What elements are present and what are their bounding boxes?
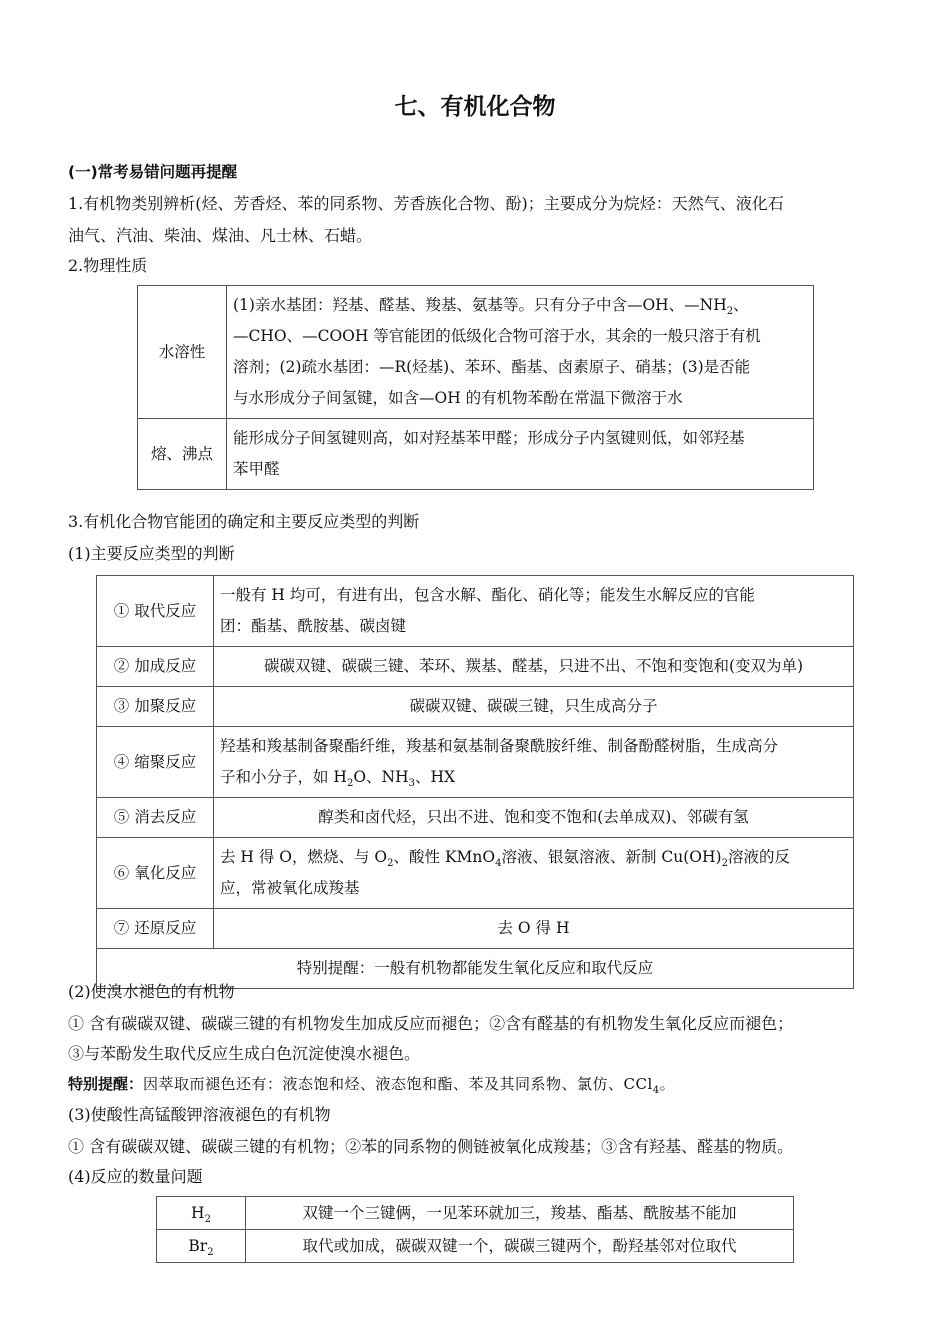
reaction-content: 碳碳双键、碳碳三键，只生成高分子 [214, 687, 854, 727]
table-row [157, 1197, 794, 1230]
reagent-rule: 取代或加成，碳碳双键一个，碳碳三键两个，酚羟基邻对位取代 [246, 1230, 794, 1263]
sub3-line1: ① 含有碳碳双键、碳碳三键的有机物；②苯的同系物的侧链被氧化成羧基；③含有羟基、醛基的物质。 [68, 1137, 794, 1156]
table-row [157, 1230, 794, 1263]
physical-properties-table [137, 285, 814, 490]
reaction-types-table [96, 575, 854, 989]
table-note: 特别提醒：一般有机物都能发生氧化反应和取代反应 [97, 949, 854, 989]
reagent-rule: 双键一个三键俩，一见苯环就加三，羧基、酯基、酰胺基不能加 [246, 1197, 794, 1230]
reaction-content: 碳碳双键、碳碳三键、苯环、羰基、醛基，只进不出、不饱和变饱和(变双为单) [214, 647, 854, 687]
item3-subheading: (1)主要反应类型的判断 [68, 544, 235, 563]
reaction-label: ① 取代反应 [97, 576, 214, 647]
note-text: 因萃取而褪色还有：液态饱和烃、液态饱和酯、苯及其同系物、氯仿、CCl$_4$。 [143, 1075, 676, 1096]
item2-heading: 2.物理性质 [68, 256, 148, 275]
item1-line1: 1.有机物类别辨析(烃、芳香烃、苯的同系物、芳香族化合物、酚)；主要成分为烷烃：天然气、液化石 [68, 194, 784, 213]
table-row [97, 727, 854, 798]
reagent-label: $Br_2$ [157, 1230, 246, 1263]
reaction-quantity-table [156, 1196, 794, 1263]
item3-heading: 3.有机化合物官能团的确定和主要反应类型的判断 [68, 512, 420, 531]
reaction-content: 一般有 H 均可，有进有出，包含水解、酯化、硝化等；能发生水解反应的官能 团：酯基、酰胺基、碳卤键 [214, 576, 854, 647]
row-content: (1)亲水基团：羟基、醛基、羧基、氨基等。只有分子中含—OH、$—NH_2$、 —CHO、—COOH 等官能团的低级化合物可溶于水，其余的一般只溶于有机 溶剂；(2)疏水基团：—R(烃基)、苯环、酯基、卤素原子、硝基；(3)是否能 与水形成分子间氢键，如含—OH 的有机物苯酚在常温下微溶于水 [227, 286, 814, 419]
sub2-heading: (2)使溴水褪色的有机物 [68, 982, 235, 1001]
reaction-label: ② 加成反应 [97, 647, 214, 687]
reaction-label: ③ 加聚反应 [97, 687, 214, 727]
sub3-heading: (3)使酸性高锰酸钾溶液褪色的有机物 [68, 1105, 331, 1124]
reaction-label: ⑥ 氧化反应 [97, 838, 214, 909]
page-title: 七、有机化合物 [394, 94, 556, 120]
reaction-label: ⑦ 还原反应 [97, 909, 214, 949]
table-row [97, 798, 854, 838]
reaction-content: 去 H 得 O，燃烧、与 $O_2$、酸性 KMnO$_4$溶液、银氨溶液、新制 $Cu(OH)_2$溶液的反 应，常被氧化成羧基 [214, 838, 854, 909]
reaction-content: 醇类和卤代烃，只出不进、饱和变不饱和(去单成双)、邻碳有氢 [214, 798, 854, 838]
table-row [97, 687, 854, 727]
note-label: 特别提醒： [68, 1075, 144, 1093]
table-row [97, 647, 854, 687]
table-row [138, 286, 814, 419]
table-row [97, 838, 854, 909]
row-label: 熔、沸点 [138, 419, 227, 490]
item1-line2: 油气、汽油、柴油、煤油、凡士林、石蜡。 [68, 226, 373, 245]
reaction-label: ⑤ 消去反应 [97, 798, 214, 838]
sub2-line2: ③与苯酚发生取代反应生成白色沉淀使溴水褪色。 [68, 1044, 421, 1063]
table-row [97, 576, 854, 647]
reaction-content: 去 O 得 H [214, 909, 854, 949]
row-label: 水溶性 [138, 286, 227, 419]
reaction-label: ④ 缩聚反应 [97, 727, 214, 798]
sub4-heading: (4)反应的数量问题 [68, 1167, 203, 1186]
reaction-content: 羟基和羧基制备聚酯纤维，羧基和氨基制备聚酰胺纤维、制备酚醛树脂，生成高分 子和小分子，如 $H_2O$、$NH_3$、HX [214, 727, 854, 798]
section-heading: (一)常考易错问题再提醒 [68, 163, 238, 181]
table-row [138, 419, 814, 490]
table-row [97, 909, 854, 949]
reagent-label: $H_2$ [157, 1197, 246, 1230]
sub2-line1: ① 含有碳碳双键、碳碳三键的有机物发生加成反应而褪色；②含有醛基的有机物发生氧化反应而褪色； [68, 1014, 794, 1033]
row-content: 能形成分子间氢键则高，如对羟基苯甲醛；形成分子内氢键则低，如邻羟基 苯甲醛 [227, 419, 814, 490]
sub2-note [68, 1074, 675, 1094]
